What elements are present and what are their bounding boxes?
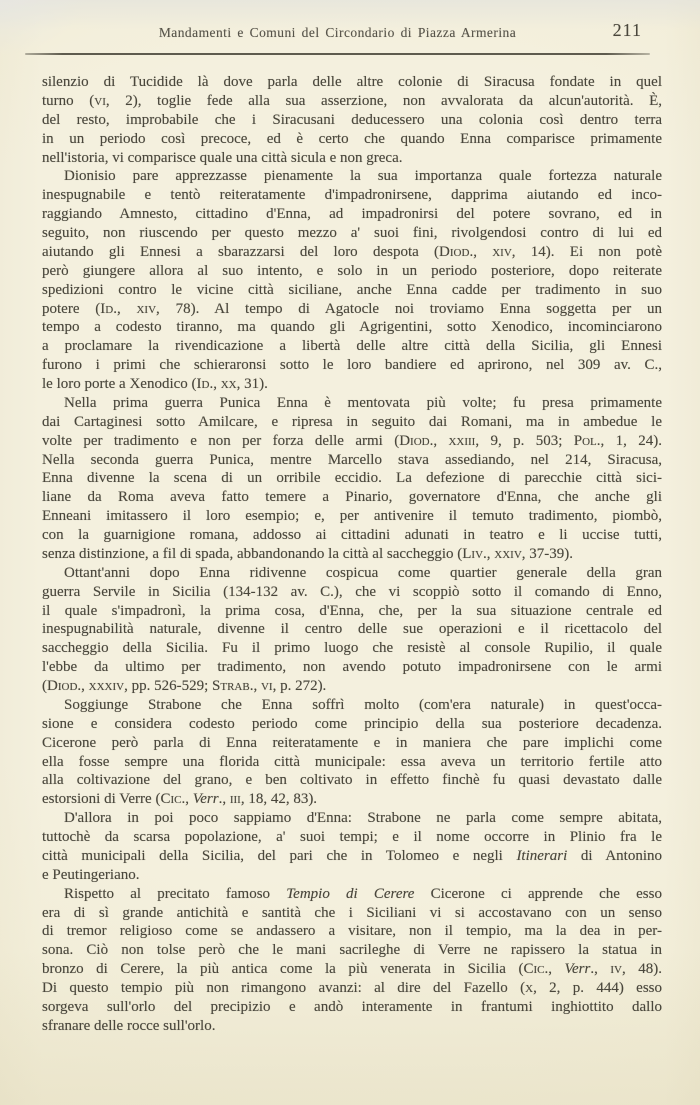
text-line: ella fosse sempre una florida città municipale: essa aveva un territorio fertile atto bbox=[42, 753, 662, 770]
text-line: era di sì grande antichità e santità che i Siciliani vi si accostavano con un senso bbox=[42, 904, 662, 921]
text-line: liane da Roma aveva fatto temere a Pinario, governatore d'Enna, che anche gli bbox=[42, 489, 662, 506]
text-line: raggiando Amnesto, cittadino d'Enna, ad impadronirsi del potere sovrano, ed in bbox=[42, 206, 662, 223]
text-line: tempo a codesto tiranno, ma quando gli Agrigentini, sotto Xenodico, incominciarono bbox=[42, 319, 662, 336]
text-line: sorgeva sull'orlo del precipizio e andò interamente in frantumi inghiottito dallo bbox=[42, 998, 662, 1015]
text-line: volte per tradimento e non per forza delle armi (Diod., xxiii, 9, p. 503; Pol., 1, 24). bbox=[42, 432, 662, 449]
text-line: Rispetto al precitato famoso Tempio di Cerere Cicerone ci apprende che esso bbox=[64, 885, 662, 902]
text-line: saccheggio della Sicilia. Fu il primo luogo che resistè al console Rupilio, il quale bbox=[42, 640, 662, 657]
header-divider bbox=[25, 53, 650, 55]
text-line: in un periodo così precoce, ed è certo che quando Enna comparisce primamente bbox=[42, 130, 662, 147]
text-line: Dionisio pare apprezzasse pienamente la sua importanza quale fortezza naturale bbox=[64, 168, 662, 185]
text-line: Nella prima guerra Punica Enna è mentovata più volte; fu presa primamente bbox=[64, 394, 662, 411]
body-text bbox=[42, 73, 662, 1036]
text-line: D'allora in poi poco sappiamo d'Enna: Strabone ne parla come sempre abitata, bbox=[64, 810, 662, 827]
text-line: bronzo di Cerere, la più antica come la più venerata in Sicilia (Cic., Verr., iv, 48). bbox=[42, 961, 662, 978]
text-line: il quale s'impadronì, la prima cosa, d'Enna, che, per la sua situazione centrale ed bbox=[42, 602, 662, 619]
text-line: Nella seconda guerra Punica, mentre Marcello stava assediando, nel 214, Siracusa, bbox=[42, 451, 662, 468]
page-number: 211 bbox=[612, 20, 642, 40]
paragraph bbox=[42, 167, 662, 394]
text-line: con la guarnigione romana, addosso ai cittadini adunati in teatro e li uccise tutti, bbox=[42, 527, 662, 543]
text-line: l'ebbe da ultimo per tradimento, non avendo potuto impadronirsene con le armi bbox=[42, 659, 662, 676]
paragraph bbox=[42, 394, 662, 564]
text-line: potere (Id., xiv, 78). Al tempo di Agatocle noi troviamo Enna soggetta per un bbox=[42, 300, 662, 317]
text-line: Di questo tempio più non rimangono avanzi: al dire del Fazello (x, 2, p. 444) esso bbox=[42, 980, 663, 996]
text-line: Soggiunge Strabone che Enna soffrì molto (com'era naturale) in quest'occa- bbox=[64, 696, 662, 713]
text-line: turno (vi, 2), toglie fede alla sua asserzione, non avvalorata da alcun'autorità. È, bbox=[42, 92, 663, 109]
text-line: dai Cartaginesi sotto Amilcare, e ripresa in seguito dai Romani, ma in ambedue le bbox=[42, 413, 662, 430]
text-line: però giungere allora al suo intento, e solo in un periodo posteriore, dopo reiterate bbox=[42, 262, 662, 279]
text-line: estorsioni di Verre (Cic., Verr., iii, 18, 42, 83). bbox=[42, 791, 318, 808]
text-line: e Peutingeriano. bbox=[42, 866, 140, 883]
paragraph bbox=[42, 564, 662, 696]
text-line: (Diod., xxxiv, pp. 526-529; Strab., vi, p. 272). bbox=[42, 678, 327, 694]
text-line: città municipali della Sicilia, del pari che in Tolomeo e negli Itinerari di Antonino bbox=[42, 847, 662, 864]
text-line: seguito, non riuscendo per questo mezzo a' suoi fini, rivolgendosi contro di lui ed bbox=[42, 225, 662, 241]
paragraph bbox=[42, 696, 662, 809]
text-line: nell'istoria, vi comparisce quale una città sicula e non greca. bbox=[42, 149, 403, 166]
text-line: guerra Servile in Sicilia (134-132 av. C.), che vi scoppiò sotto il comando di Enno, bbox=[42, 583, 662, 600]
text-line: a proclamare la rivendicazione a libertà delle altre città della Sicilia, gli Ennesi bbox=[42, 338, 662, 355]
text-line: Ottant'anni dopo Enna ridivenne cospicua come quartier generale della gran bbox=[64, 564, 662, 581]
text-line: inespugnabilità naturale, divenne il centro delle sue operazioni e il ricettacolo del bbox=[42, 621, 662, 638]
paragraph bbox=[42, 885, 662, 1036]
paragraph bbox=[42, 73, 662, 167]
paragraph bbox=[42, 809, 662, 885]
text-line: di tremor religioso come se andassero a visitare, non il tempio, ma la dea in per- bbox=[42, 923, 662, 940]
text-line: Enna divenne la scena di un orribile eccidio. La defezione di parecchie città sici- bbox=[42, 470, 662, 487]
text-line: inespugnabile e tentò reiteratamente d'impadronirsene, dapprima aiutando ed inco- bbox=[42, 187, 662, 204]
text-line: silenzio di Tucidide là dove parla delle altre colonie di Siracusa fondate in quel bbox=[42, 74, 662, 90]
text-line: furono i primi che schieraronsi sotto le loro bandiere ed aprirono, nel 309 av. C., bbox=[42, 357, 662, 374]
text-line: aiutando gli Ennesi a sbarazzarsi del loro despota (Diod., xiv, 14). Ei non potè bbox=[42, 243, 663, 260]
text-line: tuttochè da scarsa popolazione, a' suoi tempi; e il nome occorre in Plinio fra le bbox=[42, 829, 662, 845]
text-line: sona. Ciò non tolse però che le mani sacrileghe di Verre ne rapissero la statua in bbox=[42, 942, 662, 959]
page-header bbox=[25, 20, 650, 42]
text-line: sfranare delle rocce sull'orlo. bbox=[42, 1017, 216, 1034]
running-title: Mandamenti e Comuni del Circondario di Piazza Armerina bbox=[158, 25, 517, 40]
text-line: le loro porte a Xenodico (Id., xx, 31). bbox=[42, 376, 268, 392]
text-line: spedizioni contro le vicine città siciliane, anche Enna cadde per tradimento in suo bbox=[42, 281, 662, 298]
text-line: del resto, improbabile che i Siracusani deducessero una colonia così dentro terra bbox=[42, 111, 662, 128]
text-line: Cicerone però parla di Enna reiteratamente e in maniera che pare implichi come bbox=[42, 734, 662, 751]
text-line: Enneani imitassero il loro esempio; e, per antivenire il temuto tradimento, piombò, bbox=[42, 508, 662, 525]
text-line: senza distinzione, a fil di spada, abbandonando la città al saccheggio (Liv., xxiv, 37-39). bbox=[42, 545, 574, 562]
text-line: sione e considera codesto periodo come principio della sua posteriore decadenza. bbox=[42, 715, 662, 732]
text-line: alla coltivazione del grano, e ben coltivato in effetto finchè fu quasi devastato dalle bbox=[42, 772, 662, 789]
